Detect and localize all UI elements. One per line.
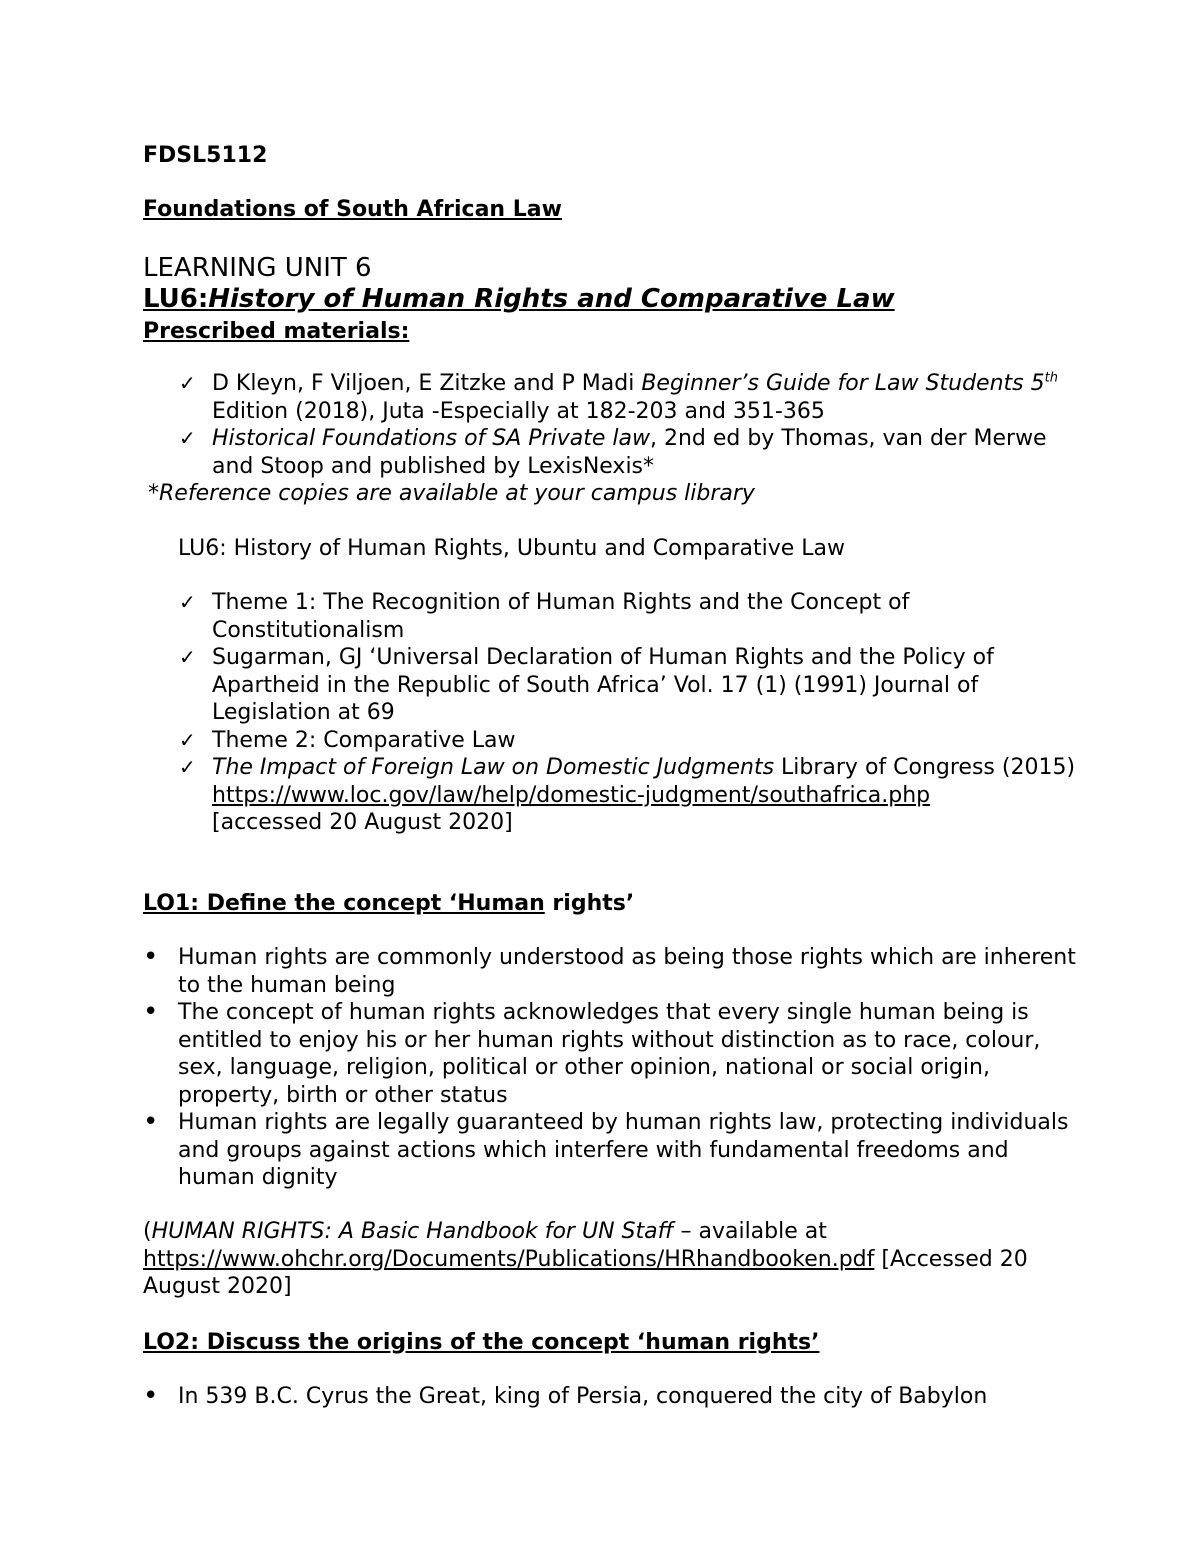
lu6-heading: LU6: History of Human Rights, Ubuntu and Comparative Law [178, 536, 845, 561]
bullet-text: In 539 B.C. Cyrus the Great, king of Persia, conquered the city of Babylon [178, 1384, 988, 1409]
accessed-date: [Accessed 20 August 2020] [143, 1246, 1028, 1299]
checkmark-icon: ✓ [179, 590, 196, 614]
list-item [143, 999, 1080, 1109]
lu-title [143, 284, 1080, 315]
list-item [143, 644, 1080, 727]
lo1-heading-rest: rights’ [544, 891, 635, 916]
theme-title: The Impact of Foreign Law on Domestic Judgments [212, 755, 775, 780]
lo1-heading [143, 890, 1080, 918]
list-item [143, 944, 1080, 999]
reference-text: – available at [673, 1219, 827, 1244]
course-title: Foundations of South African Law [143, 197, 562, 222]
bullet-text: Human rights are commonly understood as being those rights which are inherent to the human being [178, 945, 1076, 998]
reference-note: *Reference copies are available at your campus library [148, 481, 755, 506]
bullet-icon: • [143, 1381, 159, 1411]
lo2-heading: LO2: Discuss the origins of the concept ‘human rights’ [143, 1330, 820, 1355]
handbook-reference [143, 1218, 1080, 1301]
lo1-heading-underlined: LO1: Define the concept ‘Human [143, 891, 545, 916]
checkmark-icon: ✓ [179, 426, 196, 450]
bullet-text: Human rights are legally guaranteed by human rights law, protecting individuals and groups against actions which interfere with fundamental freedoms and human dignity [178, 1110, 1069, 1190]
checkmark-icon: ✓ [179, 727, 196, 752]
theme-text: Theme 2: Comparative Law [212, 727, 516, 753]
bullet-icon: • [143, 1107, 159, 1137]
materials-list [143, 370, 1080, 480]
themes-list [143, 589, 1080, 837]
bullet-icon: • [143, 997, 159, 1027]
material-details: , 2nd ed by Thomas, van der Merwe and Stoop and published by LexisNexis* [212, 426, 1047, 479]
learning-unit-title: LEARNING UNIT 6 [143, 253, 372, 283]
list-item [143, 425, 1080, 480]
list-item [143, 589, 1080, 644]
material-title: Beginner’s Guide for Law Students 5 [641, 371, 1045, 396]
checkmark-icon: ✓ [179, 371, 196, 395]
material-title: Historical Foundations of SA Private law [212, 426, 650, 451]
lu-prefix: LU6: [143, 284, 209, 314]
lu-title-text: History of Human Rights and Comparative Law [208, 284, 895, 314]
superscript: th [1044, 370, 1058, 386]
accessed-date: [accessed 20 August 2020] [212, 810, 513, 835]
ohchr-link[interactable]: https://www.ohchr.org/Documents/Publications/HRhandbooken.pdf [143, 1246, 875, 1272]
prescribed-heading: Prescribed materials: [143, 319, 410, 344]
paren: ( [143, 1219, 152, 1244]
checkmark-icon: ✓ [179, 755, 196, 779]
material-authors: D Kleyn, F Viljoen, E Zitzke and P Madi [212, 371, 642, 396]
theme-text: Theme 1: The Recognition of Human Rights and the Concept of Constitutionalism [212, 590, 910, 643]
lo1-list [143, 944, 1080, 1192]
theme-text: Sugarman, GJ ‘Universal Declaration of Human Rights and the Policy of Apartheid in the Republic of South Africa’ Vol. 17 (1) (1991) Journal of Legislation at 69 [212, 645, 994, 725]
theme-text: Library of Congress (2015) [774, 755, 1076, 780]
loc-link[interactable]: https://www.loc.gov/law/help/domestic-judgment/southafrica.php [212, 782, 931, 808]
list-item [143, 1383, 1080, 1411]
list-item [143, 754, 1080, 837]
list-item [143, 370, 1080, 425]
checkmark-icon: ✓ [179, 645, 196, 669]
list-item [143, 1109, 1080, 1192]
bullet-icon: • [143, 942, 159, 972]
material-details: Edition (2018), Juta -Especially at 182-203 and 351-365 [212, 398, 825, 424]
course-code: FDSL5112 [143, 143, 268, 168]
lo2-list [143, 1383, 1080, 1411]
list-item [143, 727, 1080, 755]
bullet-text: The concept of human rights acknowledges that every single human being is entitled to enjoy his or her human rights without distinction as to race, colour, sex, language, religion, political or other opinion, national or social origin, property, birth or other status [178, 1000, 1041, 1108]
handbook-title: HUMAN RIGHTS: A Basic Handbook for UN Staff [151, 1219, 674, 1244]
